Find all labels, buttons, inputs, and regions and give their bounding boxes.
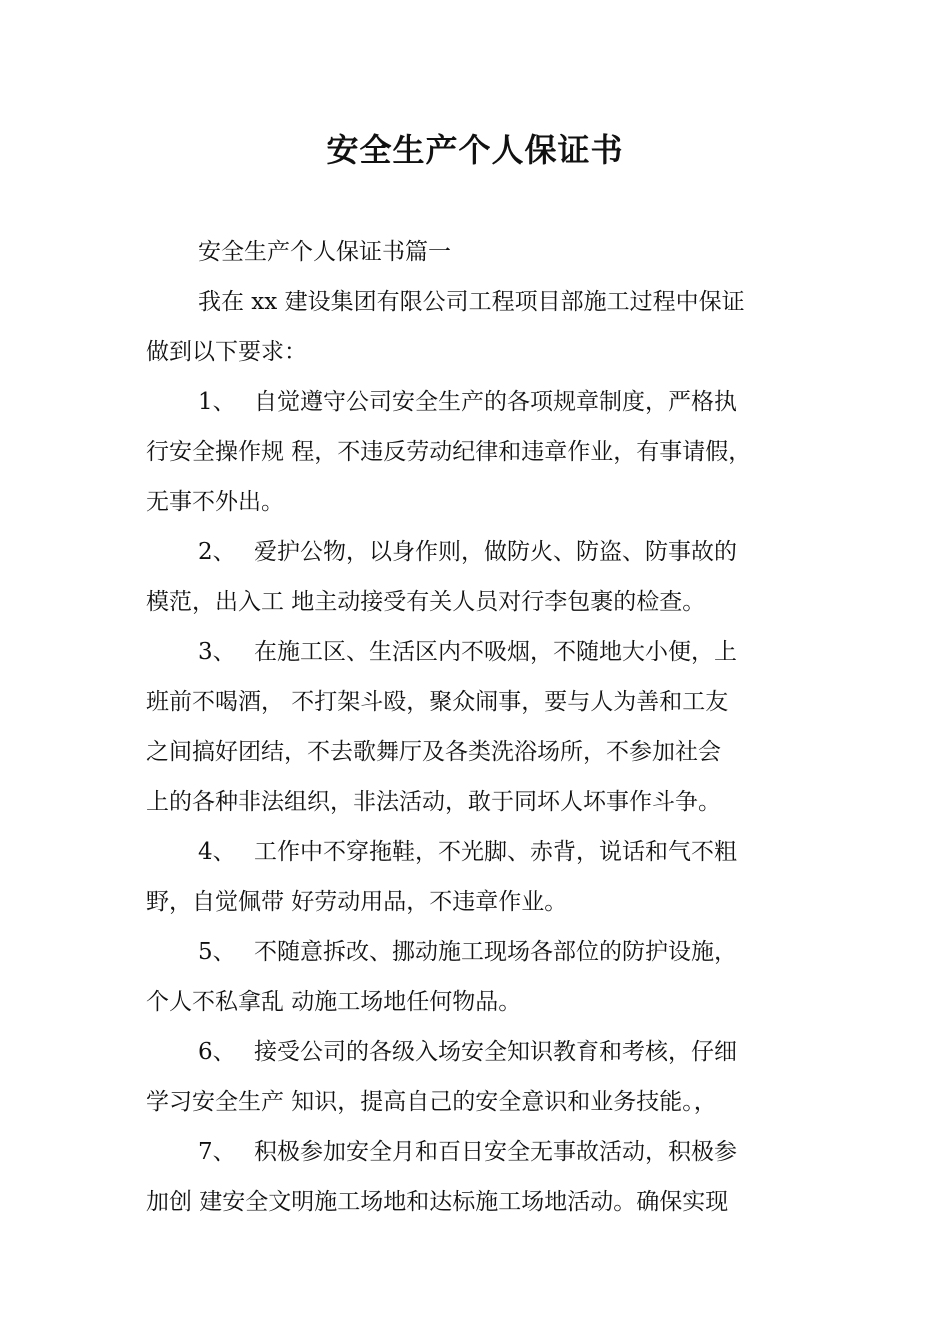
item-3-line-2: 班前不喝酒， 不打架斗殴，聚众闹事，要与人为善和工友 (146, 689, 729, 715)
item-7-first-line (146, 1127, 816, 1177)
item-3-number: 3、 (198, 639, 236, 665)
item-2-first-line (146, 527, 816, 577)
section-heading: 安全生产个人保证书篇一 (198, 239, 451, 265)
intro-line-1: 我在 xx 建设集团有限公司工程项目部施工过程中保证 (198, 289, 745, 315)
document-body (146, 227, 816, 1227)
item-2-line-2: 模范，出入工 地主动接受有关人员对行李包裹的检查。 (146, 589, 706, 615)
item-4-first-line (146, 827, 816, 877)
item-1-line-3: 无事不外出。 (146, 489, 284, 515)
item-6-number: 6、 (198, 1039, 236, 1065)
item-1-text: 自觉遵守公司安全生产的各项规章制度，严格执 (254, 389, 737, 415)
item-3-line-4: 上的各种非法组织，非法活动，敢于同坏人坏事作斗争。 (146, 789, 721, 815)
item-6-text: 接受公司的各级入场安全知识教育和考核，仔细 (254, 1039, 737, 1065)
item-5-number: 5、 (198, 939, 236, 965)
item-7-number: 7、 (198, 1139, 236, 1165)
item-3-first-line (146, 627, 816, 677)
item-2-number: 2、 (198, 539, 236, 565)
item-1-number: 1、 (198, 389, 236, 415)
item-2-text: 爱护公物，以身作则，做防火、防盗、防事故的 (254, 539, 737, 565)
item-7-text: 积极参加安全月和百日安全无事故活动，积极参 (254, 1139, 737, 1165)
item-4-text: 工作中不穿拖鞋，不光脚、赤背，说话和气不粗 (254, 839, 737, 865)
item-6-first-line (146, 1027, 816, 1077)
item-5-first-line (146, 927, 816, 977)
item-3-text: 在施工区、生活区内不吸烟，不随地大小便，上 (254, 639, 737, 665)
item-5-text: 不随意拆改、挪动施工现场各部位的防护设施， (254, 939, 737, 965)
item-1-first-line (146, 377, 816, 427)
item-6-line-2: 学习安全生产 知识，提高自己的安全意识和业务技能。， (146, 1089, 717, 1115)
document-title: 安全生产个人保证书 (326, 131, 624, 169)
intro-line-2: 做到以下要求： (146, 339, 307, 365)
item-7-line-2: 加创 建安全文明施工场地和达标施工场地活动。确保实现 (146, 1189, 729, 1215)
item-4-line-2: 野，自觉佩带 好劳动用品，不违章作业。 (146, 889, 568, 915)
item-3-line-3: 之间搞好团结，不去歌舞厅及各类洗浴场所，不参加社会 (146, 739, 721, 765)
item-4-number: 4、 (198, 839, 236, 865)
item-1-line-2: 行安全操作规 程，不违反劳动纪律和违章作业，有事请假， (146, 439, 752, 465)
item-5-line-2: 个人不私拿乱 动施工场地任何物品。 (146, 989, 522, 1015)
